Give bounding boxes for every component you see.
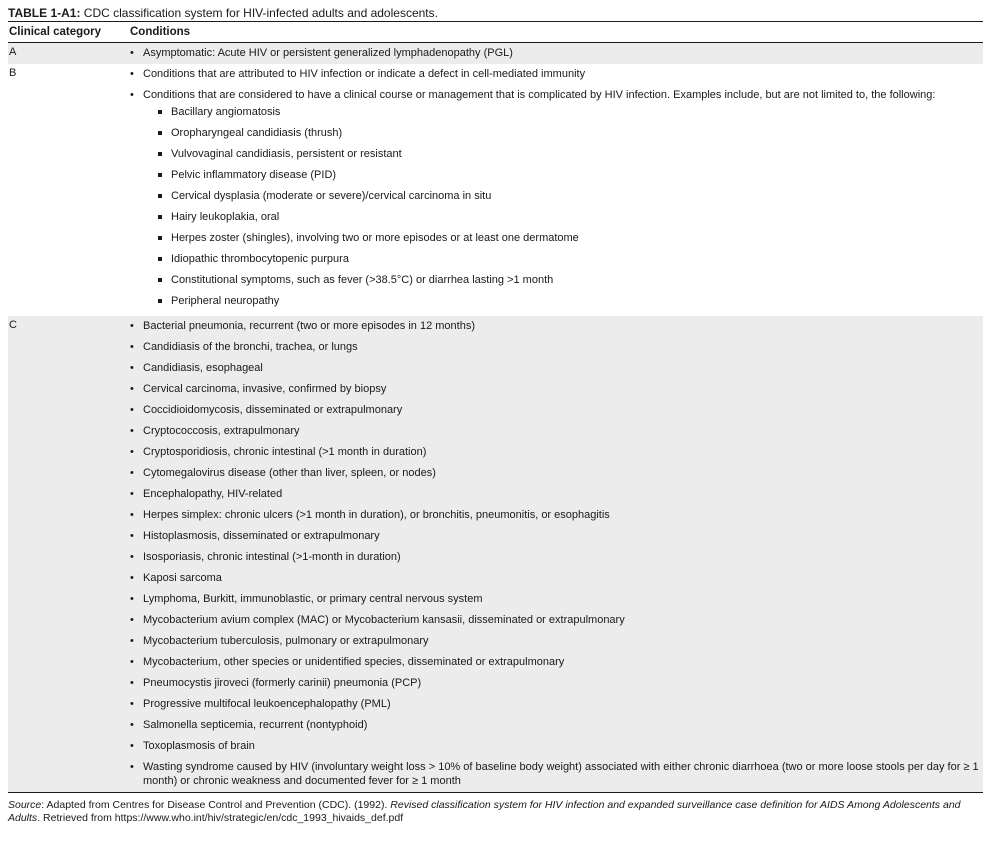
table-caption: CDC classification system for HIV-infected adults and adolescents. <box>83 6 438 20</box>
list-item: • Cryptosporidiosis, chronic intestinal (>1 month in duration) <box>129 442 983 463</box>
list-item: Idiopathic thrombocytopenic purpura <box>143 249 983 270</box>
category-c-list <box>129 316 983 792</box>
category-b-examples-list <box>143 102 983 312</box>
list-item: • Herpes simplex: chronic ulcers (>1 month in duration), or bronchitis, pneumonitis, or esophagitis <box>129 505 983 526</box>
list-item: • Conditions that are attributed to HIV infection or indicate a defect in cell-mediated immunity <box>129 64 983 85</box>
row-category-c <box>8 316 983 793</box>
list-item: • Toxoplasmosis of brain <box>129 736 983 757</box>
category-a-conditions <box>129 43 983 65</box>
list-item: • Kaposi sarcoma <box>129 568 983 589</box>
header-clinical-category: Clinical category <box>8 22 129 43</box>
source-note <box>8 799 983 825</box>
source-title: Revised classification system for HIV infection and expanded surveillance case definition for AIDS Among Adolescents and Adults <box>8 799 961 824</box>
list-item-text: Conditions that are considered to have a clinical course or management that is complicated by HIV infection. Examples include, but are not limited to, the following: <box>143 89 936 101</box>
category-a-label: A <box>8 43 129 65</box>
header-row <box>8 22 983 43</box>
source-label: Source <box>8 799 42 811</box>
list-item <box>129 85 983 316</box>
list-item: • Coccidioidomycosis, disseminated or extrapulmonary <box>129 400 983 421</box>
row-category-b <box>8 64 983 316</box>
list-item: • Cervical carcinoma, invasive, confirmed by biopsy <box>129 379 983 400</box>
list-item: • Mycobacterium avium complex (MAC) or Mycobacterium kansasii, disseminated or extrapulmonary <box>129 610 983 631</box>
category-b-list <box>129 64 983 316</box>
list-item: • Mycobacterium tuberculosis, pulmonary or extrapulmonary <box>129 631 983 652</box>
list-item: Vulvovaginal candidiasis, persistent or resistant <box>143 144 983 165</box>
list-item: • Progressive multifocal leukoencephalopathy (PML) <box>129 694 983 715</box>
category-c-conditions <box>129 316 983 793</box>
list-item: • Candidiasis, esophageal <box>129 358 983 379</box>
document-page <box>8 5 983 825</box>
list-item: • Bacterial pneumonia, recurrent (two or more episodes in 12 months) <box>129 316 983 337</box>
category-a-list <box>129 43 983 64</box>
category-b-conditions <box>129 64 983 316</box>
source-prefix: : Adapted from Centres for Disease Control and Prevention (CDC). (1992). <box>41 799 391 811</box>
row-category-a <box>8 43 983 65</box>
list-item: Cervical dysplasia (moderate or severe)/cervical carcinoma in situ <box>143 186 983 207</box>
list-item: • Wasting syndrome caused by HIV (involuntary weight loss > 10% of baseline body weight) associated with either chronic diarrhoea (two or more loose stools per day for ≥ 1 month) or chronic weakness and documented fever for ≥ 1 month <box>129 757 983 792</box>
list-item: • Cryptococcosis, extrapulmonary <box>129 421 983 442</box>
header-conditions: Conditions <box>129 22 983 43</box>
list-item: • Pneumocystis jiroveci (formerly carinii) pneumonia (PCP) <box>129 673 983 694</box>
list-item: • Cytomegalovirus disease (other than liver, spleen, or nodes) <box>129 463 983 484</box>
list-item: • Mycobacterium, other species or unidentified species, disseminated or extrapulmonary <box>129 652 983 673</box>
list-item: • Lymphoma, Burkitt, immunoblastic, or primary central nervous system <box>129 589 983 610</box>
list-item: Peripheral neuropathy <box>143 291 983 312</box>
category-b-label: B <box>9 67 17 79</box>
classification-table <box>8 21 983 793</box>
table-title <box>8 5 983 21</box>
list-item: • Asymptomatic: Acute HIV or persistent generalized lymphadenopathy (PGL) <box>129 43 983 64</box>
list-item: Hairy leukoplakia, oral <box>143 207 983 228</box>
list-item: • Encephalopathy, HIV-related <box>129 484 983 505</box>
list-item: Pelvic inflammatory disease (PID) <box>143 165 983 186</box>
list-item: Herpes zoster (shingles), involving two or more episodes or at least one dermatome <box>143 228 983 249</box>
list-item: Constitutional symptoms, such as fever (>38.5°C) or diarrhea lasting >1 month <box>143 270 983 291</box>
list-item: Bacillary angiomatosis <box>143 102 983 123</box>
category-c-label: C <box>8 316 129 793</box>
list-item: Oropharyngeal candidiasis (thrush) <box>143 123 983 144</box>
list-item: • Candidiasis of the bronchi, trachea, or lungs <box>129 337 983 358</box>
list-item: • Histoplasmosis, disseminated or extrapulmonary <box>129 526 983 547</box>
table-label: TABLE 1-A1: <box>8 6 81 20</box>
list-item: • Isosporiasis, chronic intestinal (>1-month in duration) <box>129 547 983 568</box>
source-suffix: . Retrieved from https://www.who.int/hiv/strategic/en/cdc_1993_hivaids_def.pdf <box>37 812 404 824</box>
list-item: • Salmonella septicemia, recurrent (nontyphoid) <box>129 715 983 736</box>
